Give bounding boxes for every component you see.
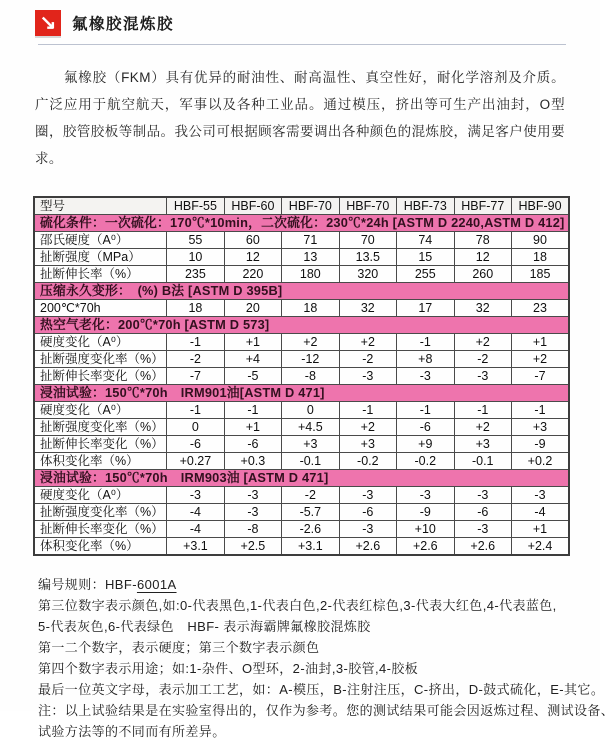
- table-row: [34, 300, 569, 317]
- value-cell: -2.6: [282, 521, 339, 538]
- value-cell: +2: [511, 351, 569, 368]
- row-label: 扯断伸长率（%）: [34, 266, 167, 283]
- row-label: 扯断强度（MPa）: [34, 249, 167, 266]
- value-cell: +9: [397, 436, 454, 453]
- value-cell: -3: [454, 521, 511, 538]
- value-cell: +10: [397, 521, 454, 538]
- value-cell: 0: [167, 419, 224, 436]
- value-cell: -0.2: [339, 453, 396, 470]
- row-label: 扯断强度变化率（%）: [34, 351, 167, 368]
- value-cell: -0.1: [282, 453, 339, 470]
- notes-section: [38, 574, 614, 742]
- value-cell: -3: [167, 487, 224, 504]
- value-cell: 78: [454, 232, 511, 249]
- value-cell: -3: [454, 487, 511, 504]
- section-row: [34, 385, 569, 402]
- column-header: HBF-60: [224, 197, 281, 215]
- value-cell: +1: [224, 419, 281, 436]
- numbering-rule-code: 6001A: [136, 577, 177, 592]
- note-line: 注：以上试验结果是在实验室得出的，仅作为参考。您的测试结果可能会因返炼过程、测试设备、: [38, 703, 614, 718]
- value-cell: -1: [397, 402, 454, 419]
- column-header: HBF-90: [511, 197, 569, 215]
- value-cell: 235: [167, 266, 224, 283]
- intro-paragraph: 氟橡胶（FKM）具有优异的耐油性、耐高温性、真空性好，耐化学溶剂及介质。广泛应用于航空航天，军事以及各种工业品。通过模压，挤出等可生产出油封，O型圈，胶管胶板等制品。我公司可根据顾客需要调出各种颜色的混炼胶，满足客户使用要求。: [35, 70, 565, 166]
- value-cell: -2: [339, 351, 396, 368]
- note-line: 第四个数字表示用途；如:1-杂件、O型环，2-油封,3-胶管,4-胶板: [38, 661, 419, 676]
- value-cell: -6: [454, 504, 511, 521]
- value-cell: -1: [397, 334, 454, 351]
- value-cell: 32: [339, 300, 396, 317]
- value-cell: +1: [224, 334, 281, 351]
- table-row: [34, 266, 569, 283]
- value-cell: 70: [339, 232, 396, 249]
- value-cell: -4: [167, 521, 224, 538]
- value-cell: -12: [282, 351, 339, 368]
- table-row: [34, 521, 569, 538]
- note-line: 第三位数字表示颜色,如:0-代表黑色,1-代表白色,2-代表红棕色,3-代表大红色,4-代表蓝色,: [38, 598, 557, 613]
- value-cell: +4.5: [282, 419, 339, 436]
- value-cell: 255: [397, 266, 454, 283]
- header-divider: [38, 44, 566, 45]
- value-cell: -7: [511, 368, 569, 385]
- value-cell: 20: [224, 300, 281, 317]
- table-row: [34, 504, 569, 521]
- numbering-rule-line: [38, 574, 566, 595]
- value-cell: 15: [397, 249, 454, 266]
- table-row: [34, 402, 569, 419]
- value-cell: 18: [282, 300, 339, 317]
- value-cell: -1: [454, 402, 511, 419]
- note-line: 最后一位英文字母，表示加工工艺，如：A-模压，B-注射注压，C-挤出，D-鼓式硫化，E-其它。: [38, 682, 605, 697]
- value-cell: -9: [397, 504, 454, 521]
- value-cell: 12: [224, 249, 281, 266]
- column-header: HBF-73: [397, 197, 454, 215]
- value-cell: 17: [397, 300, 454, 317]
- value-cell: +2.4: [511, 538, 569, 556]
- value-cell: 18: [167, 300, 224, 317]
- value-cell: -5: [224, 368, 281, 385]
- value-cell: 185: [511, 266, 569, 283]
- column-header-label: 型号: [34, 197, 167, 215]
- table-row: [34, 453, 569, 470]
- table-row: [34, 419, 569, 436]
- table-row: [34, 232, 569, 249]
- value-cell: -5.7: [282, 504, 339, 521]
- value-cell: -4: [167, 504, 224, 521]
- value-cell: -9: [511, 436, 569, 453]
- numbering-rule-prefix: 编号规则：HBF-: [38, 577, 137, 592]
- value-cell: -1: [167, 334, 224, 351]
- value-cell: -6: [167, 436, 224, 453]
- page-title: 氟橡胶混炼胶: [72, 16, 175, 33]
- value-cell: +1: [511, 521, 569, 538]
- row-label: 硬度变化（A⁰）: [34, 334, 167, 351]
- value-cell: -3: [224, 487, 281, 504]
- table-row: [34, 538, 569, 556]
- value-cell: -6: [397, 419, 454, 436]
- value-cell: -1: [224, 402, 281, 419]
- page-header: [0, 0, 600, 36]
- row-label: 扯断伸长率变化（%）: [34, 521, 167, 538]
- value-cell: -1: [339, 402, 396, 419]
- value-cell: +3.1: [167, 538, 224, 556]
- arrow-down-right-icon: ↘: [39, 12, 57, 34]
- section-row: [34, 470, 569, 487]
- value-cell: +3: [339, 436, 396, 453]
- value-cell: -4: [511, 504, 569, 521]
- value-cell: -8: [282, 368, 339, 385]
- section-row: [34, 283, 569, 300]
- value-cell: +3: [454, 436, 511, 453]
- value-cell: +3.1: [282, 538, 339, 556]
- brand-logo: [35, 10, 61, 36]
- column-header: HBF-70: [282, 197, 339, 215]
- value-cell: +2.6: [339, 538, 396, 556]
- value-cell: 12: [454, 249, 511, 266]
- row-label: 200℃*70h: [34, 300, 167, 317]
- row-label: 扯断强度变化率（%）: [34, 419, 167, 436]
- table-row: [34, 436, 569, 453]
- value-cell: -2: [167, 351, 224, 368]
- value-cell: +2: [454, 334, 511, 351]
- value-cell: 74: [397, 232, 454, 249]
- value-cell: 23: [511, 300, 569, 317]
- value-cell: +3: [282, 436, 339, 453]
- column-header: HBF-77: [454, 197, 511, 215]
- value-cell: +0.27: [167, 453, 224, 470]
- value-cell: 60: [224, 232, 281, 249]
- value-cell: +0.3: [224, 453, 281, 470]
- value-cell: +2: [454, 419, 511, 436]
- value-cell: +2.6: [454, 538, 511, 556]
- section-label: 浸油试验：150℃*70h IRM903油 [ASTM D 471]: [34, 470, 569, 487]
- value-cell: +3: [511, 419, 569, 436]
- row-label: 体积变化率（%）: [34, 538, 167, 556]
- value-cell: +4: [224, 351, 281, 368]
- row-label: 硬度变化（A⁰）: [34, 402, 167, 419]
- value-cell: -0.1: [454, 453, 511, 470]
- section-label: 热空气老化：200℃*70h [ASTM D 573]: [34, 317, 569, 334]
- value-cell: -2: [454, 351, 511, 368]
- column-header: HBF-55: [167, 197, 224, 215]
- value-cell: -8: [224, 521, 281, 538]
- value-cell: -3: [339, 521, 396, 538]
- value-cell: +2: [339, 419, 396, 436]
- value-cell: 55: [167, 232, 224, 249]
- value-cell: -1: [511, 402, 569, 419]
- value-cell: 90: [511, 232, 569, 249]
- note-line: 试验方法等的不同而有所差异。: [38, 724, 226, 739]
- note-lines-container: [38, 595, 614, 742]
- table-row: [34, 334, 569, 351]
- section-label: 压缩永久变形： (%) B法 [ASTM D 395B]: [34, 283, 569, 300]
- value-cell: +1: [511, 334, 569, 351]
- value-cell: +8: [397, 351, 454, 368]
- section-label: 硫化条件：一次硫化：170℃*10min，二次硫化：230℃*24h [ASTM D 2240,ASTM D 412]: [34, 215, 569, 232]
- value-cell: -3: [454, 368, 511, 385]
- value-cell: -3: [511, 487, 569, 504]
- row-label: 扯断伸长率变化（%）: [34, 436, 167, 453]
- row-label: 扯断强度变化率（%）: [34, 504, 167, 521]
- value-cell: -3: [397, 487, 454, 504]
- value-cell: 220: [224, 266, 281, 283]
- value-cell: 13: [282, 249, 339, 266]
- value-cell: 32: [454, 300, 511, 317]
- row-label: 体积变化率（%）: [34, 453, 167, 470]
- row-label: 邵氏硬度（A⁰）: [34, 232, 167, 249]
- value-cell: +0.2: [511, 453, 569, 470]
- value-cell: 180: [282, 266, 339, 283]
- row-label: 硬度变化（A⁰）: [34, 487, 167, 504]
- section-row: [34, 215, 569, 232]
- table-row: [34, 487, 569, 504]
- value-cell: 13.5: [339, 249, 396, 266]
- section-row: [34, 317, 569, 334]
- value-cell: -2: [282, 487, 339, 504]
- value-cell: 18: [511, 249, 569, 266]
- table-row: [34, 249, 569, 266]
- properties-table-body: [34, 197, 569, 555]
- table-row: [34, 368, 569, 385]
- value-cell: -3: [339, 368, 396, 385]
- value-cell: -6: [339, 504, 396, 521]
- value-cell: -6: [224, 436, 281, 453]
- value-cell: 71: [282, 232, 339, 249]
- value-cell: 0: [282, 402, 339, 419]
- value-cell: 320: [339, 266, 396, 283]
- value-cell: -3: [224, 504, 281, 521]
- value-cell: 260: [454, 266, 511, 283]
- value-cell: +2: [282, 334, 339, 351]
- value-cell: +2.5: [224, 538, 281, 556]
- value-cell: 10: [167, 249, 224, 266]
- value-cell: -7: [167, 368, 224, 385]
- value-cell: -0.2: [397, 453, 454, 470]
- value-cell: -1: [167, 402, 224, 419]
- value-cell: +2: [339, 334, 396, 351]
- row-label: 扯断伸长率变化（%）: [34, 368, 167, 385]
- column-header: HBF-70: [339, 197, 396, 215]
- value-cell: -3: [397, 368, 454, 385]
- value-cell: -3: [339, 487, 396, 504]
- section-label: 浸油试验：150℃*70h IRM901油[ASTM D 471]: [34, 385, 569, 402]
- header-row: [34, 197, 569, 215]
- properties-table: [33, 196, 570, 556]
- value-cell: +2.6: [397, 538, 454, 556]
- note-line: 5-代表灰色,6-代表绿色 HBF- 表示海霸牌氟橡胶混炼胶: [38, 619, 371, 634]
- note-line: 第一二个数字，表示硬度；第三个数字表示颜色: [38, 640, 320, 655]
- table-row: [34, 351, 569, 368]
